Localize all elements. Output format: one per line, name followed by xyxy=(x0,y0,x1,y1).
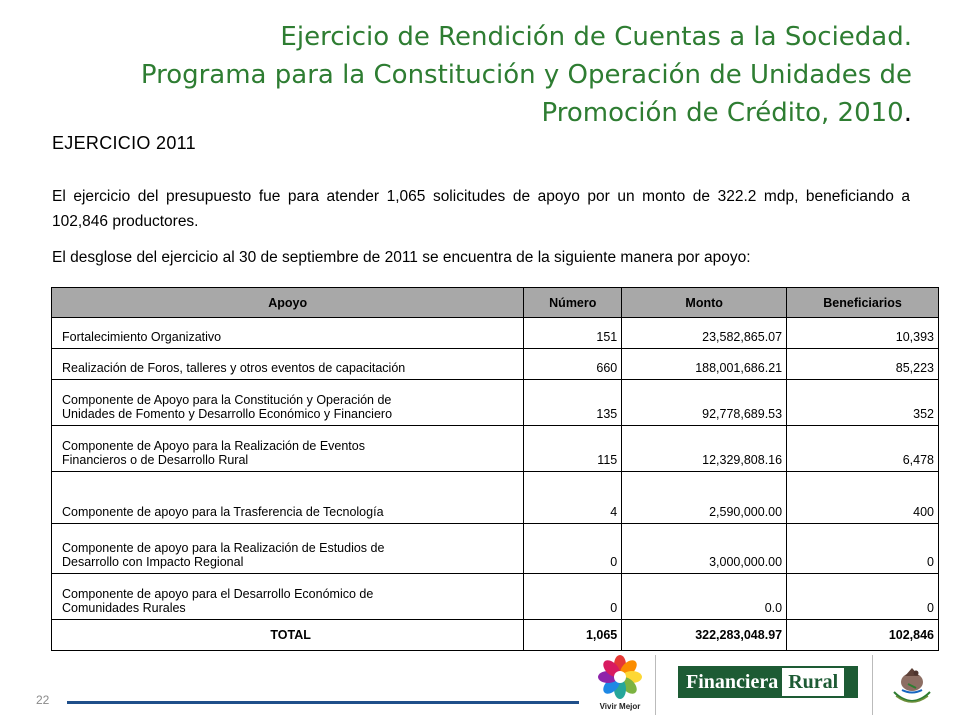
cell-numero: 151 xyxy=(524,318,622,349)
cell-beneficiarios: 6,478 xyxy=(787,426,939,472)
cell-apoyo-line2: Desarrollo con Impacto Regional xyxy=(62,555,244,569)
table-header-row xyxy=(52,288,939,318)
financiera-rural-logo xyxy=(678,666,858,698)
table-row xyxy=(52,426,939,472)
cell-apoyo xyxy=(52,380,524,426)
cell-numero: 0 xyxy=(524,524,622,574)
cell-apoyo xyxy=(52,318,524,349)
cell-monto: 92,778,689.53 xyxy=(622,380,787,426)
vivir-mejor-logo xyxy=(590,653,650,715)
cell-numero: 4 xyxy=(524,472,622,524)
page-number: 22 xyxy=(36,693,50,707)
title-line-2: Programa para la Constitución y Operación de Unidades de xyxy=(140,60,912,90)
header-apoyo: Apoyo xyxy=(52,288,524,318)
table-row xyxy=(52,380,939,426)
cell-apoyo-line1: Componente de apoyo para la Realización de Estudios de xyxy=(62,541,385,555)
cell-beneficiarios: 0 xyxy=(787,524,939,574)
title-line-3-period: . xyxy=(903,98,912,128)
cell-apoyo-line1: Componente de apoyo para la Trasferencia de Tecnología xyxy=(62,505,384,519)
footer-separator xyxy=(655,655,656,715)
logo-word-rural: Rural xyxy=(782,668,844,696)
header-monto: Monto xyxy=(622,288,787,318)
page-title xyxy=(52,18,912,132)
title-line-3 xyxy=(52,94,912,132)
cell-apoyo-line1: Componente de Apoyo para la Constitución y Operación de xyxy=(62,393,392,407)
table-row xyxy=(52,318,939,349)
cell-beneficiarios: 10,393 xyxy=(787,318,939,349)
support-breakdown-table xyxy=(51,287,939,651)
title-line-1: Ejercicio de Rendición de Cuentas a la Sociedad. xyxy=(280,22,912,52)
footer-divider xyxy=(67,701,579,704)
cell-apoyo-line2: Unidades de Fomento y Desarrollo Económico y Financiero xyxy=(62,407,393,421)
cell-monto: 12,329,808.16 xyxy=(622,426,787,472)
logo-word-financiera: Financiera xyxy=(686,670,779,693)
section-heading: EJERCICIO 2011 xyxy=(52,133,196,153)
cell-apoyo-line2: Financieros o de Desarrollo Rural xyxy=(62,453,249,467)
cell-apoyo xyxy=(52,426,524,472)
cell-apoyo xyxy=(52,524,524,574)
title-line-3-text: Promoción de Crédito, 2010 xyxy=(541,98,904,128)
cell-monto: 2,590,000.00 xyxy=(622,472,787,524)
cell-numero: 135 xyxy=(524,380,622,426)
cell-apoyo xyxy=(52,472,524,524)
table-row xyxy=(52,524,939,574)
cell-apoyo-line2: Comunidades Rurales xyxy=(62,601,186,615)
cell-numero: 0 xyxy=(524,574,622,620)
cell-apoyo-line1: Componente de apoyo para el Desarrollo Económico de xyxy=(62,587,374,601)
cell-apoyo xyxy=(52,574,524,620)
cell-monto: 3,000,000.00 xyxy=(622,524,787,574)
national-seal-icon xyxy=(886,662,938,710)
total-monto: 322,283,048.97 xyxy=(622,620,787,651)
vivir-mejor-text: Vivir Mejor xyxy=(599,702,641,711)
cell-beneficiarios: 85,223 xyxy=(787,349,939,380)
cell-apoyo xyxy=(52,349,524,380)
cell-monto: 188,001,686.21 xyxy=(622,349,787,380)
cell-apoyo-line1: Realización de Foros, talleres y otros eventos de capacitación xyxy=(62,361,406,375)
cell-apoyo-line1: Fortalecimiento Organizativo xyxy=(62,330,222,344)
flower-icon xyxy=(596,653,644,701)
summary-paragraph: El ejercicio del presupuesto fue para atender 1,065 solicitudes de apoyo por un monto de 322.2 mdp, beneficiando a 102,846 productores. xyxy=(52,188,910,230)
table-row xyxy=(52,349,939,380)
total-numero: 1,065 xyxy=(524,620,622,651)
total-beneficiarios: 102,846 xyxy=(787,620,939,651)
cell-beneficiarios: 400 xyxy=(787,472,939,524)
cell-numero: 115 xyxy=(524,426,622,472)
cell-beneficiarios: 0 xyxy=(787,574,939,620)
cell-monto: 23,582,865.07 xyxy=(622,318,787,349)
table-row xyxy=(52,472,939,524)
cell-apoyo-line1: Componente de Apoyo para la Realización de Eventos xyxy=(62,439,365,453)
table-total-row xyxy=(52,620,939,651)
header-beneficiarios: Beneficiarios xyxy=(787,288,939,318)
table-row xyxy=(52,574,939,620)
cell-monto: 0.0 xyxy=(622,574,787,620)
cell-numero: 660 xyxy=(524,349,622,380)
total-label: TOTAL xyxy=(52,620,524,651)
header-numero: Número xyxy=(524,288,622,318)
breakdown-paragraph: El desglose del ejercicio al 30 de septiembre de 2011 se encuentra de la siguiente manera por apoyo: xyxy=(52,249,751,266)
footer-separator xyxy=(872,655,873,715)
cell-beneficiarios: 352 xyxy=(787,380,939,426)
